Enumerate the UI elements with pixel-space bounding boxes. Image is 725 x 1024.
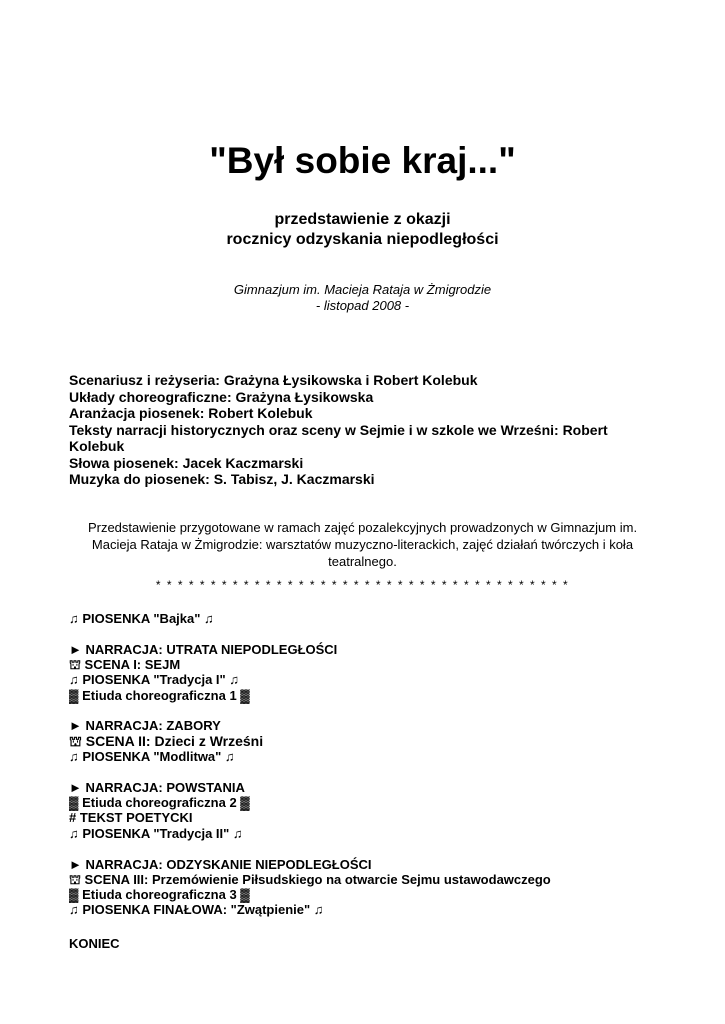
document-title: "Był sobie kraj..." — [209, 140, 516, 181]
program-item-scene: ⛫ SCENA I: SEJM — [69, 657, 181, 673]
production-info — [70, 519, 655, 570]
credit-line: Układy choreograficzne: Grażyna Łysikowska — [69, 388, 374, 405]
credit-line: Słowa piosenek: Jacek Kaczmarski — [69, 454, 304, 471]
subtitle-line: rocznicy odzyskania niepodległości — [226, 231, 499, 248]
program-group — [69, 780, 669, 841]
credit-line: Teksty narracji historycznych oraz sceny w Sejmie i w szkole we Wrześni: Robert — [69, 421, 608, 438]
end-label: KONIEC — [69, 936, 120, 951]
program-item-dance: ▓ Etiuda choreograficzna 3 ▓ — [69, 887, 250, 903]
program-item-dance: ▓ Etiuda choreograficzna 1 ▓ — [69, 687, 250, 703]
credit-line: Scenariusz i reżyseria: Grażyna Łysikowska i Robert Kolebuk — [69, 372, 478, 388]
program-item-song: ♫ PIOSENKA "Tradycja I" ♫ — [69, 672, 240, 688]
program-item-song: ♫ PIOSENKA "Modlitwa" ♫ — [69, 749, 235, 765]
program-item-scene: ⛫ SCENA III: Przemówienie Piłsudskiego na otwarcie Sejmu ustawodawczego — [69, 871, 551, 887]
info-line: Macieja Rataja w Żmigrodzie: warsztatów muzyczno-literackich, zajęć działań twórczych i koła — [91, 537, 634, 552]
program-item-song: ♫ PIOSENKA FINAŁOWA: "Zwątpienie" ♫ — [69, 902, 324, 918]
program-group — [69, 718, 669, 764]
credits-block — [69, 372, 659, 488]
credit-line: Muzyka do piosenek: S. Tabisz, J. Kaczmarski — [69, 471, 375, 487]
credit-line: Kolebuk — [69, 438, 125, 454]
subtitle-line: przedstawienie z okazji — [274, 211, 451, 228]
program-item-poem: # TEKST POETYCKI — [69, 810, 193, 826]
credit-line: Aranżacja piosenek: Robert Kolebuk — [69, 405, 313, 421]
school-info — [0, 282, 725, 314]
program-item-narration: ► NARRACJA: POWSTANIA — [69, 779, 245, 795]
separator-stars: * * * * * * * * * * * * * * * * * * * * * * * * * * * * * * * * * * * * * * — [155, 578, 570, 592]
program-item-narration: ► NARRACJA: ODZYSKANIE NIEPODLEGŁOŚCI — [69, 856, 372, 872]
program-list — [69, 611, 669, 933]
school-name: Gimnazjum im. Macieja Rataja w Żmigrodzie — [233, 282, 492, 297]
program-item-dance: ▓ Etiuda choreograficzna 2 ▓ — [69, 795, 250, 811]
program-group — [69, 857, 669, 918]
program-item-narration: ► NARRACJA: UTRATA NIEPODLEGŁOŚCI — [69, 641, 338, 657]
program-item-narration: ► NARRACJA: ZABORY — [69, 718, 221, 734]
info-line: teatralnego. — [328, 554, 397, 569]
program-item-scene: ⛫ SCENA II: Dzieci z Wrześni — [69, 732, 264, 749]
program-item-song: ♫ PIOSENKA "Tradycja II" ♫ — [69, 825, 243, 841]
info-line: Przedstawienie przygotowane w ramach zajęć pozalekcyjnych prowadzonych w Gimnazjum im. — [87, 520, 638, 535]
program-group — [69, 611, 669, 626]
program-group — [69, 642, 669, 703]
program-item-song: ♫ PIOSENKA "Bajka" ♫ — [69, 611, 214, 626]
document-subtitle — [0, 210, 725, 250]
event-date: - listopad 2008 - — [315, 298, 410, 313]
